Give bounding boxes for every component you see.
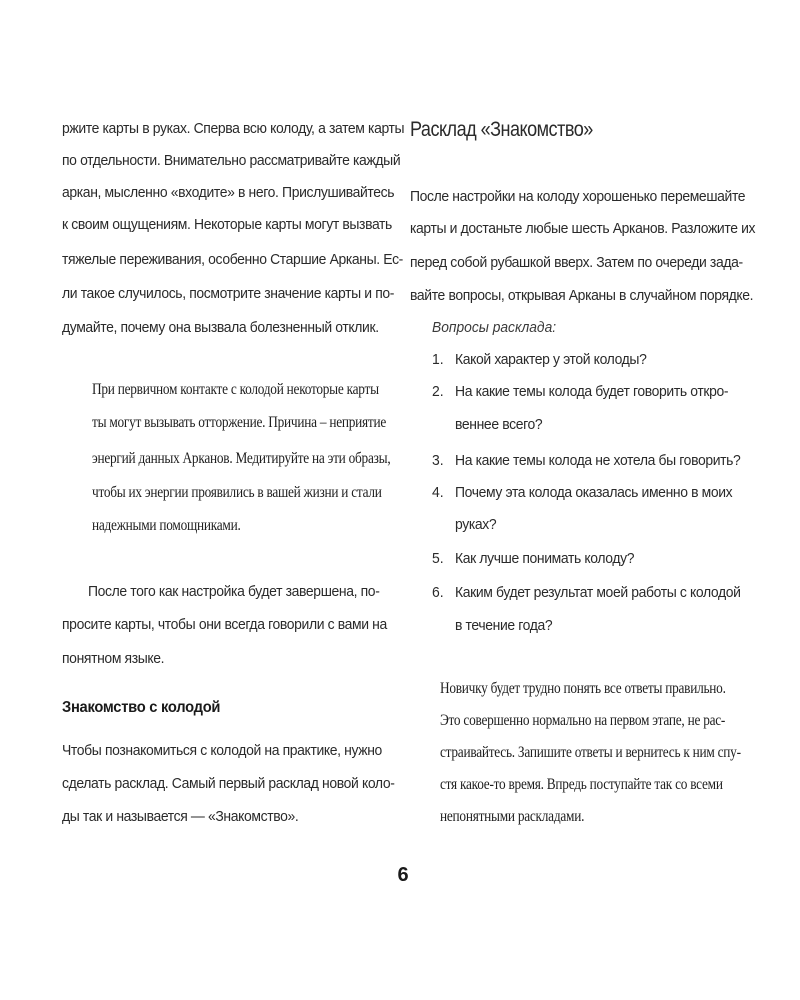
left-intro-line: ли такое случилось, посмотрите значение карты и по- bbox=[62, 285, 395, 302]
question-number: 6. bbox=[432, 584, 444, 601]
left-section-line: сделать расклад. Самый первый расклад новой коло- bbox=[62, 775, 395, 792]
question-line: На какие темы колода будет говорить откро- bbox=[455, 383, 729, 400]
question-line: Как лучше понимать колоду? bbox=[455, 550, 635, 567]
question-line: руках? bbox=[455, 516, 497, 533]
question-line: На какие темы колода не хотела бы говорить? bbox=[455, 452, 741, 469]
question-number: 4. bbox=[432, 484, 444, 501]
question-line: Какой характер у этой колоды? bbox=[455, 351, 647, 368]
right-intro-line: вайте вопросы, открывая Арканы в случайном порядке. bbox=[410, 287, 754, 304]
left-after-line: понятном языке. bbox=[62, 650, 165, 667]
left-intro-line: ржите карты в руках. Сперва всю колоду, а затем карты bbox=[62, 120, 405, 137]
left-intro-line: думайте, почему она вызвала болезненный отклик. bbox=[62, 319, 379, 336]
right-note-line: стя какое-то время. Впредь поступайте так со всеми bbox=[440, 776, 723, 793]
right-note-line: страивайтесь. Запишите ответы и вернитесь к ним спу- bbox=[440, 744, 741, 761]
question-number: 1. bbox=[432, 351, 444, 368]
question-number: 5. bbox=[432, 550, 444, 567]
left-note-line: При первичном контакте с колодой некоторые карты bbox=[92, 381, 379, 398]
left-after-line: После того как настройка будет завершена, по- bbox=[88, 583, 380, 600]
spread-heading: Расклад «Знакомство» bbox=[410, 118, 593, 141]
page-number: 6 bbox=[397, 864, 409, 886]
left-after-line: просите карты, чтобы они всегда говорили с вами на bbox=[62, 616, 387, 633]
right-note-line: Это совершенно нормально на первом этапе, не рас- bbox=[440, 712, 726, 729]
question-line: в течение года? bbox=[455, 617, 553, 634]
left-section-line: Чтобы познакомиться с колодой на практике, нужно bbox=[62, 742, 382, 759]
left-note-line: надежными помощниками. bbox=[92, 517, 241, 534]
question-line: Почему эта колода оказалась именно в моих bbox=[455, 484, 733, 501]
left-intro-line: аркан, мысленно «входите» в него. Прислушивайтесь bbox=[62, 184, 395, 201]
right-note-line: Новичку будет трудно понять все ответы правильно. bbox=[440, 680, 726, 697]
left-note-line: чтобы их энергии проявились в вашей жизни и стали bbox=[92, 484, 382, 501]
question-line: веннее всего? bbox=[455, 416, 543, 433]
question-number: 3. bbox=[432, 452, 444, 469]
left-intro-line: по отдельности. Внимательно рассматривайте каждый bbox=[62, 152, 401, 169]
right-intro-line: После настройки на колоду хорошенько перемешайте bbox=[410, 188, 746, 205]
left-section-line: ды так и называется — «Знакомство». bbox=[62, 808, 299, 825]
questions-heading: Вопросы расклада: bbox=[432, 319, 557, 336]
section-heading: Знакомство с колодой bbox=[62, 699, 221, 716]
left-intro-line: к своим ощущениям. Некоторые карты могут вызвать bbox=[62, 216, 392, 233]
question-number: 2. bbox=[432, 383, 444, 400]
right-intro-line: перед собой рубашкой вверх. Затем по очереди зада- bbox=[410, 254, 743, 271]
left-note-line: ты могут вызывать отторжение. Причина – неприятие bbox=[92, 414, 386, 431]
right-intro-line: карты и достаньте любые шесть Арканов. Разложите их bbox=[410, 220, 756, 237]
question-line: Каким будет результат моей работы с колодой bbox=[455, 584, 741, 601]
right-note-line: непонятными раскладами. bbox=[440, 808, 585, 825]
left-note-line: энергий данных Арканов. Медитируйте на эти образы, bbox=[92, 450, 391, 467]
left-intro-line: тяжелые переживания, особенно Старшие Арканы. Ес- bbox=[62, 251, 403, 268]
